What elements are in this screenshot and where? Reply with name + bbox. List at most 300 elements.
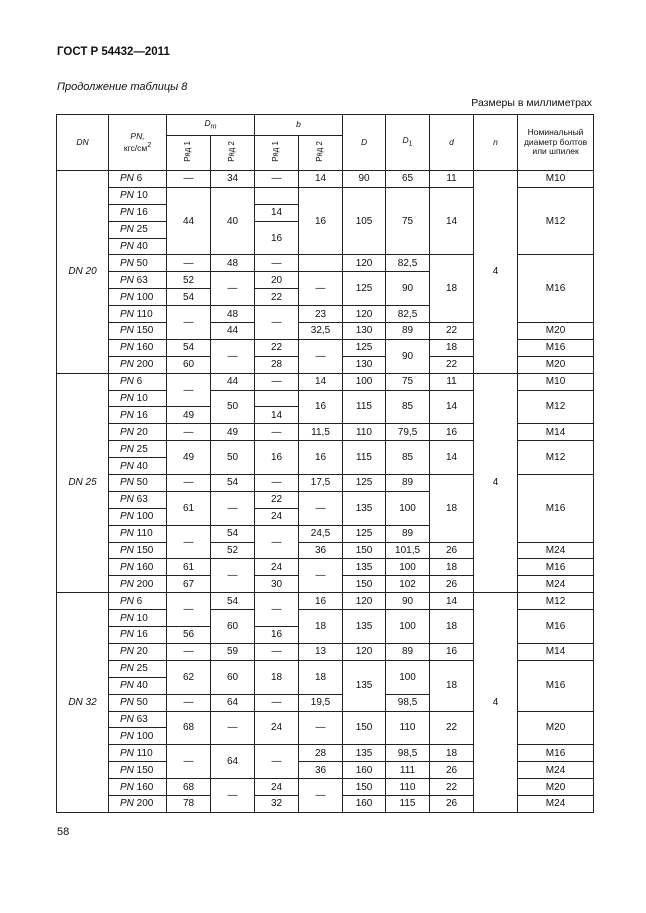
dm2-cell: — [211, 491, 255, 525]
d-outer-cell: 150 [343, 542, 386, 559]
b2-cell: — [299, 491, 343, 525]
b1-cell: — [255, 171, 299, 188]
d1-cell: 89 [386, 475, 430, 492]
bolt-cell: M20 [518, 779, 594, 796]
dm2-cell: 49 [211, 424, 255, 441]
pn-cell: PN 40 [109, 458, 167, 475]
d1-cell: 111 [386, 762, 430, 779]
dm1-cell: 54 [167, 339, 211, 356]
b1-cell: — [255, 525, 299, 559]
d-hole-cell: 14 [430, 187, 474, 255]
b1-cell: — [255, 475, 299, 492]
dm1-cell: — [167, 525, 211, 559]
dm2-cell: 64 [211, 694, 255, 711]
pn-prefix: PN [120, 426, 134, 438]
b2-cell: 11,5 [299, 424, 343, 441]
dm1-cell: — [167, 593, 211, 627]
d1-cell: 115 [386, 795, 430, 812]
dm1-cell: 68 [167, 711, 211, 745]
table-continuation-caption: Продолжение таблицы 8 [57, 81, 188, 93]
d-outer-cell: 125 [343, 339, 386, 356]
dm1-cell: — [167, 643, 211, 660]
d-outer-cell: 135 [343, 660, 386, 711]
bolt-cell: M16 [518, 660, 594, 711]
d1-cell: 89 [386, 525, 430, 542]
pn-prefix: PN [120, 629, 134, 641]
d1-cell: 75 [386, 373, 430, 390]
pn-cell: PN 40 [109, 238, 167, 255]
header-dm-row2: Ряд 2 [211, 136, 255, 171]
d1-cell: 100 [386, 491, 430, 525]
bolt-cell: M20 [518, 356, 594, 373]
pn-cell: PN 50 [109, 255, 167, 272]
pn-prefix: PN [120, 528, 134, 540]
b1-cell: 24 [255, 559, 299, 576]
pn-prefix: PN [120, 578, 134, 590]
pn-prefix: PN [120, 798, 134, 810]
dm2-cell: — [211, 339, 255, 373]
dm1-cell: — [167, 745, 211, 779]
d-outer-cell: 160 [343, 762, 386, 779]
pn-prefix: PN [120, 393, 134, 405]
page-number: 58 [57, 826, 70, 838]
b1-cell: — [255, 593, 299, 627]
dm1-cell: 56 [167, 627, 211, 644]
dm2-cell: 50 [211, 390, 255, 424]
dm1-cell: 62 [167, 660, 211, 694]
dn-cell: DN 25 [57, 373, 109, 593]
d1-cell: 110 [386, 779, 430, 796]
dm1-cell: 44 [167, 187, 211, 255]
b2-cell: 16 [299, 187, 343, 255]
bolt-cell: M24 [518, 762, 594, 779]
n-cell: 4 [474, 373, 518, 593]
d1-cell: 89 [386, 643, 430, 660]
document-standard-title: ГОСТ Р 54432—2011 [57, 46, 170, 58]
n-cell: 4 [474, 593, 518, 813]
pn-cell: PN 100 [109, 728, 167, 745]
header-dm-row1: Ряд 1 [167, 136, 211, 171]
b1-cell: 22 [255, 289, 299, 306]
bolt-cell: M14 [518, 424, 594, 441]
b2-cell: 36 [299, 762, 343, 779]
dm2-cell: 50 [211, 441, 255, 475]
b1-cell: 28 [255, 356, 299, 373]
pn-cell: PN 20 [109, 643, 167, 660]
pn-cell: PN 25 [109, 441, 167, 458]
pn-cell: PN 16 [109, 407, 167, 424]
d-outer-cell: 125 [343, 475, 386, 492]
pn-cell: PN 100 [109, 289, 167, 306]
pn-prefix: PN [120, 612, 134, 624]
pn-cell: PN 200 [109, 576, 167, 593]
bolt-cell: M14 [518, 643, 594, 660]
table-row [57, 593, 594, 610]
dm1-cell: 52 [167, 272, 211, 289]
flange-dimensions-table [56, 114, 594, 813]
d1-cell: 100 [386, 660, 430, 694]
pn-prefix: PN [120, 308, 134, 320]
dm2-cell: — [211, 272, 255, 306]
b1-cell: 22 [255, 491, 299, 508]
bolt-cell: M16 [518, 610, 594, 644]
b2-cell: 14 [299, 171, 343, 188]
pn-prefix: PN [120, 409, 134, 421]
bolt-cell: M16 [518, 255, 594, 323]
pn-cell: PN 150 [109, 762, 167, 779]
b2-cell: 16 [299, 593, 343, 610]
pn-prefix: PN [120, 646, 134, 658]
pn-cell: PN 10 [109, 187, 167, 204]
pn-prefix: PN [120, 730, 134, 742]
pn-cell: PN 160 [109, 559, 167, 576]
pn-prefix: PN [120, 595, 134, 607]
dm1-cell: — [167, 255, 211, 272]
d-outer-cell: 135 [343, 745, 386, 762]
b2-cell: 28 [299, 745, 343, 762]
d-outer-cell: 125 [343, 525, 386, 542]
b2-cell: 32,5 [299, 323, 343, 340]
b1-cell: 16 [255, 627, 299, 644]
d-hole-cell: 18 [430, 255, 474, 323]
pn-cell: PN 63 [109, 272, 167, 289]
b1-cell: 30 [255, 576, 299, 593]
d-outer-cell: 150 [343, 711, 386, 745]
d1-cell: 110 [386, 711, 430, 745]
pn-cell: PN 63 [109, 491, 167, 508]
dm1-cell: 49 [167, 407, 211, 424]
pn-prefix: PN [120, 545, 134, 557]
pn-cell: PN 16 [109, 204, 167, 221]
table-row [57, 373, 594, 390]
pn-cell: PN 150 [109, 542, 167, 559]
bolt-cell: M12 [518, 441, 594, 475]
header-d1: $D_1$ [386, 115, 430, 171]
b1-cell: 14 [255, 204, 299, 221]
d-outer-cell: 105 [343, 187, 386, 255]
dm1-cell: — [167, 475, 211, 492]
dm1-cell: 49 [167, 441, 211, 475]
d-hole-cell: 22 [430, 356, 474, 373]
b1-cell: 16 [255, 221, 299, 255]
pn-cell: PN 10 [109, 610, 167, 627]
dm2-cell: 44 [211, 323, 255, 340]
d-hole-cell: 18 [430, 660, 474, 711]
d-hole-cell: 11 [430, 373, 474, 390]
d-outer-cell: 120 [343, 306, 386, 323]
dn-cell: DN 20 [57, 171, 109, 374]
dm1-cell: — [167, 306, 211, 340]
pn-prefix: PN [120, 494, 134, 506]
pn-prefix: PN [120, 291, 134, 303]
header-bolt-diameter: Номинальный диаметр болтов или шпилек [518, 115, 594, 171]
d1-cell: 101,5 [386, 542, 430, 559]
dm2-cell: 40 [211, 187, 255, 255]
header-d-hole: d [430, 115, 474, 171]
b1-cell: — [255, 255, 299, 272]
d-hole-cell: 14 [430, 390, 474, 424]
d1-cell: 75 [386, 187, 430, 255]
dm1-cell: 60 [167, 356, 211, 373]
pn-cell: PN 40 [109, 677, 167, 694]
bolt-cell: M24 [518, 576, 594, 593]
d-hole-cell: 16 [430, 643, 474, 660]
pn-prefix: PN [120, 443, 134, 455]
dm1-cell: — [167, 424, 211, 441]
pn-cell: PN 10 [109, 390, 167, 407]
pn-cell: PN 150 [109, 323, 167, 340]
b1-cell: 18 [255, 660, 299, 694]
bolt-cell: M12 [518, 390, 594, 424]
bolt-cell: M16 [518, 475, 594, 543]
d1-cell: 82,5 [386, 306, 430, 323]
b2-cell: 18 [299, 610, 343, 644]
pn-prefix: PN [120, 680, 134, 692]
pn-prefix: PN [120, 561, 134, 573]
d1-cell: 100 [386, 610, 430, 644]
b1-cell: 14 [255, 407, 299, 424]
pn-cell: PN 63 [109, 711, 167, 728]
dm2-cell: 60 [211, 610, 255, 644]
b2-cell: — [299, 711, 343, 745]
pn-cell: PN 110 [109, 306, 167, 323]
pn-cell: PN 110 [109, 745, 167, 762]
pn-cell: PN 6 [109, 593, 167, 610]
pn-prefix: PN [120, 325, 134, 337]
d-outer-cell: 150 [343, 779, 386, 796]
b1-cell: — [255, 306, 299, 340]
d-outer-cell: 115 [343, 390, 386, 424]
d-outer-cell: 130 [343, 356, 386, 373]
dm2-cell: 44 [211, 373, 255, 390]
bolt-cell: M24 [518, 795, 594, 812]
b1-cell: 32 [255, 795, 299, 812]
pn-prefix: PN [120, 376, 134, 388]
pn-cell: PN 200 [109, 356, 167, 373]
pn-prefix: PN [120, 764, 134, 776]
b2-cell: 36 [299, 542, 343, 559]
b2-cell: 23 [299, 306, 343, 323]
pn-prefix: PN [120, 511, 134, 523]
d-outer-cell: 120 [343, 255, 386, 272]
header-d-outer: D [343, 115, 386, 171]
dm2-cell: 60 [211, 660, 255, 694]
pn-prefix: PN [120, 359, 134, 371]
pn-prefix: PN [120, 274, 134, 286]
dm2-cell: — [211, 711, 255, 745]
d-hole-cell: 18 [430, 610, 474, 644]
pn-cell: PN 100 [109, 508, 167, 525]
b2-cell: — [299, 272, 343, 306]
bolt-cell: M12 [518, 187, 594, 255]
bolt-cell: M20 [518, 711, 594, 745]
b1-cell: 24 [255, 508, 299, 525]
dm2-cell: 34 [211, 171, 255, 188]
d-outer-cell: 150 [343, 576, 386, 593]
b1-cell: — [255, 694, 299, 711]
d-outer-cell: 100 [343, 373, 386, 390]
pn-prefix: PN [120, 713, 134, 725]
b1-cell: 20 [255, 272, 299, 289]
dm1-cell: 61 [167, 559, 211, 576]
d-hole-cell: 14 [430, 593, 474, 610]
d-outer-cell: 135 [343, 610, 386, 644]
pn-cell: PN 6 [109, 171, 167, 188]
d1-cell: 89 [386, 323, 430, 340]
pn-prefix: PN [120, 460, 134, 472]
dm1-cell: 68 [167, 779, 211, 796]
bolt-cell: M10 [518, 373, 594, 390]
pn-cell: PN 25 [109, 221, 167, 238]
d-outer-cell: 120 [343, 643, 386, 660]
dm1-cell: 78 [167, 795, 211, 812]
dm1-cell: 67 [167, 576, 211, 593]
b1-cell: — [255, 373, 299, 390]
b2-cell: — [299, 559, 343, 593]
d1-cell: 65 [386, 171, 430, 188]
dm2-cell: 48 [211, 306, 255, 323]
d-hole-cell: 26 [430, 542, 474, 559]
bolt-cell: M16 [518, 559, 594, 576]
b2-cell: 13 [299, 643, 343, 660]
d1-cell: 85 [386, 441, 430, 475]
bolt-cell: M12 [518, 593, 594, 610]
d-hole-cell: 22 [430, 779, 474, 796]
dm1-cell: 61 [167, 491, 211, 525]
pn-prefix: PN [120, 173, 134, 185]
pn-prefix: PN [120, 224, 134, 236]
header-b: b [255, 115, 343, 136]
dm2-cell: 54 [211, 525, 255, 542]
d-outer-cell: 125 [343, 272, 386, 306]
pn-cell: PN 50 [109, 694, 167, 711]
b2-cell: 16 [299, 390, 343, 424]
d-hole-cell: 22 [430, 711, 474, 745]
bolt-cell: M20 [518, 323, 594, 340]
b2-cell: 17,5 [299, 475, 343, 492]
pn-prefix: PN [120, 477, 134, 489]
dn-cell: DN 32 [57, 593, 109, 813]
d-hole-cell: 18 [430, 559, 474, 576]
d-hole-cell: 26 [430, 576, 474, 593]
pn-cell: PN 110 [109, 525, 167, 542]
d-outer-cell: 90 [343, 171, 386, 188]
dm2-cell: 54 [211, 475, 255, 492]
dm1-cell: 54 [167, 289, 211, 306]
dm2-cell: 52 [211, 542, 255, 559]
dm1-cell: — [167, 171, 211, 188]
pn-prefix: PN [120, 781, 134, 793]
b2-cell: 14 [299, 373, 343, 390]
pn-cell: PN 6 [109, 373, 167, 390]
header-pn: PN, кгс/$см^2$ [109, 115, 167, 171]
b2-cell: 24,5 [299, 525, 343, 542]
d1-cell: 98,5 [386, 745, 430, 762]
b1-cell: 16 [255, 441, 299, 475]
d1-cell: 102 [386, 576, 430, 593]
d-outer-cell: 110 [343, 424, 386, 441]
header-dm: $D_m$ [167, 115, 255, 136]
d-outer-cell: 135 [343, 559, 386, 576]
d-outer-cell: 135 [343, 491, 386, 525]
pn-prefix: PN [120, 697, 134, 709]
dm2-cell: — [211, 559, 255, 593]
dm2-cell: 59 [211, 643, 255, 660]
d1-cell: 90 [386, 593, 430, 610]
b1-cell: 22 [255, 339, 299, 356]
dm1-cell: — [167, 373, 211, 407]
pn-prefix: PN [120, 747, 134, 759]
pn-prefix: PN [120, 207, 134, 219]
b2-cell: 16 [299, 441, 343, 475]
d-hole-cell: 14 [430, 441, 474, 475]
bolt-cell: M24 [518, 542, 594, 559]
bolt-cell: M10 [518, 171, 594, 188]
b1-cell: — [255, 745, 299, 779]
b1-cell: — [255, 643, 299, 660]
units-note: Размеры в миллиметрах [471, 97, 592, 109]
header-dn: DN [57, 115, 109, 171]
d-outer-cell: 120 [343, 593, 386, 610]
pn-cell: PN 50 [109, 475, 167, 492]
d1-cell: 100 [386, 559, 430, 576]
d-hole-cell: 18 [430, 475, 474, 543]
b1-cell: — [255, 424, 299, 441]
pn-cell: PN 200 [109, 795, 167, 812]
b2-cell [299, 255, 343, 272]
d1-cell: 85 [386, 390, 430, 424]
b1-cell: 24 [255, 779, 299, 796]
d1-cell: 82,5 [386, 255, 430, 272]
b2-cell: — [299, 779, 343, 813]
d1-cell: 79,5 [386, 424, 430, 441]
dm2-cell: 64 [211, 745, 255, 779]
pn-prefix: PN [120, 190, 134, 202]
d-outer-cell: 130 [343, 323, 386, 340]
b2-cell: 19,5 [299, 694, 343, 711]
header-n: n [474, 115, 518, 171]
pn-prefix: PN [120, 257, 134, 269]
d-hole-cell: 22 [430, 323, 474, 340]
pn-cell: PN 16 [109, 627, 167, 644]
dm2-cell: — [211, 779, 255, 813]
d-hole-cell: 26 [430, 762, 474, 779]
header-b-row2: Ряд 2 [299, 136, 343, 171]
bolt-cell: M16 [518, 745, 594, 762]
b1-cell [255, 390, 299, 407]
d1-cell: 90 [386, 339, 430, 373]
d-outer-cell: 160 [343, 795, 386, 812]
d-hole-cell: 18 [430, 745, 474, 762]
b2-cell: 18 [299, 660, 343, 694]
d-outer-cell: 115 [343, 441, 386, 475]
pn-prefix: PN [120, 342, 134, 354]
n-cell: 4 [474, 171, 518, 374]
pn-cell: PN 160 [109, 779, 167, 796]
d-hole-cell: 11 [430, 171, 474, 188]
dm2-cell: 54 [211, 593, 255, 610]
d1-cell: 98,5 [386, 694, 430, 711]
pn-prefix: PN [120, 241, 134, 252]
d-hole-cell: 26 [430, 795, 474, 812]
b1-cell: 24 [255, 711, 299, 745]
d-hole-cell: 18 [430, 339, 474, 356]
table-row [57, 171, 594, 188]
dm2-cell: 48 [211, 255, 255, 272]
d1-cell: 90 [386, 272, 430, 306]
d-hole-cell: 16 [430, 424, 474, 441]
pn-cell: PN 160 [109, 339, 167, 356]
